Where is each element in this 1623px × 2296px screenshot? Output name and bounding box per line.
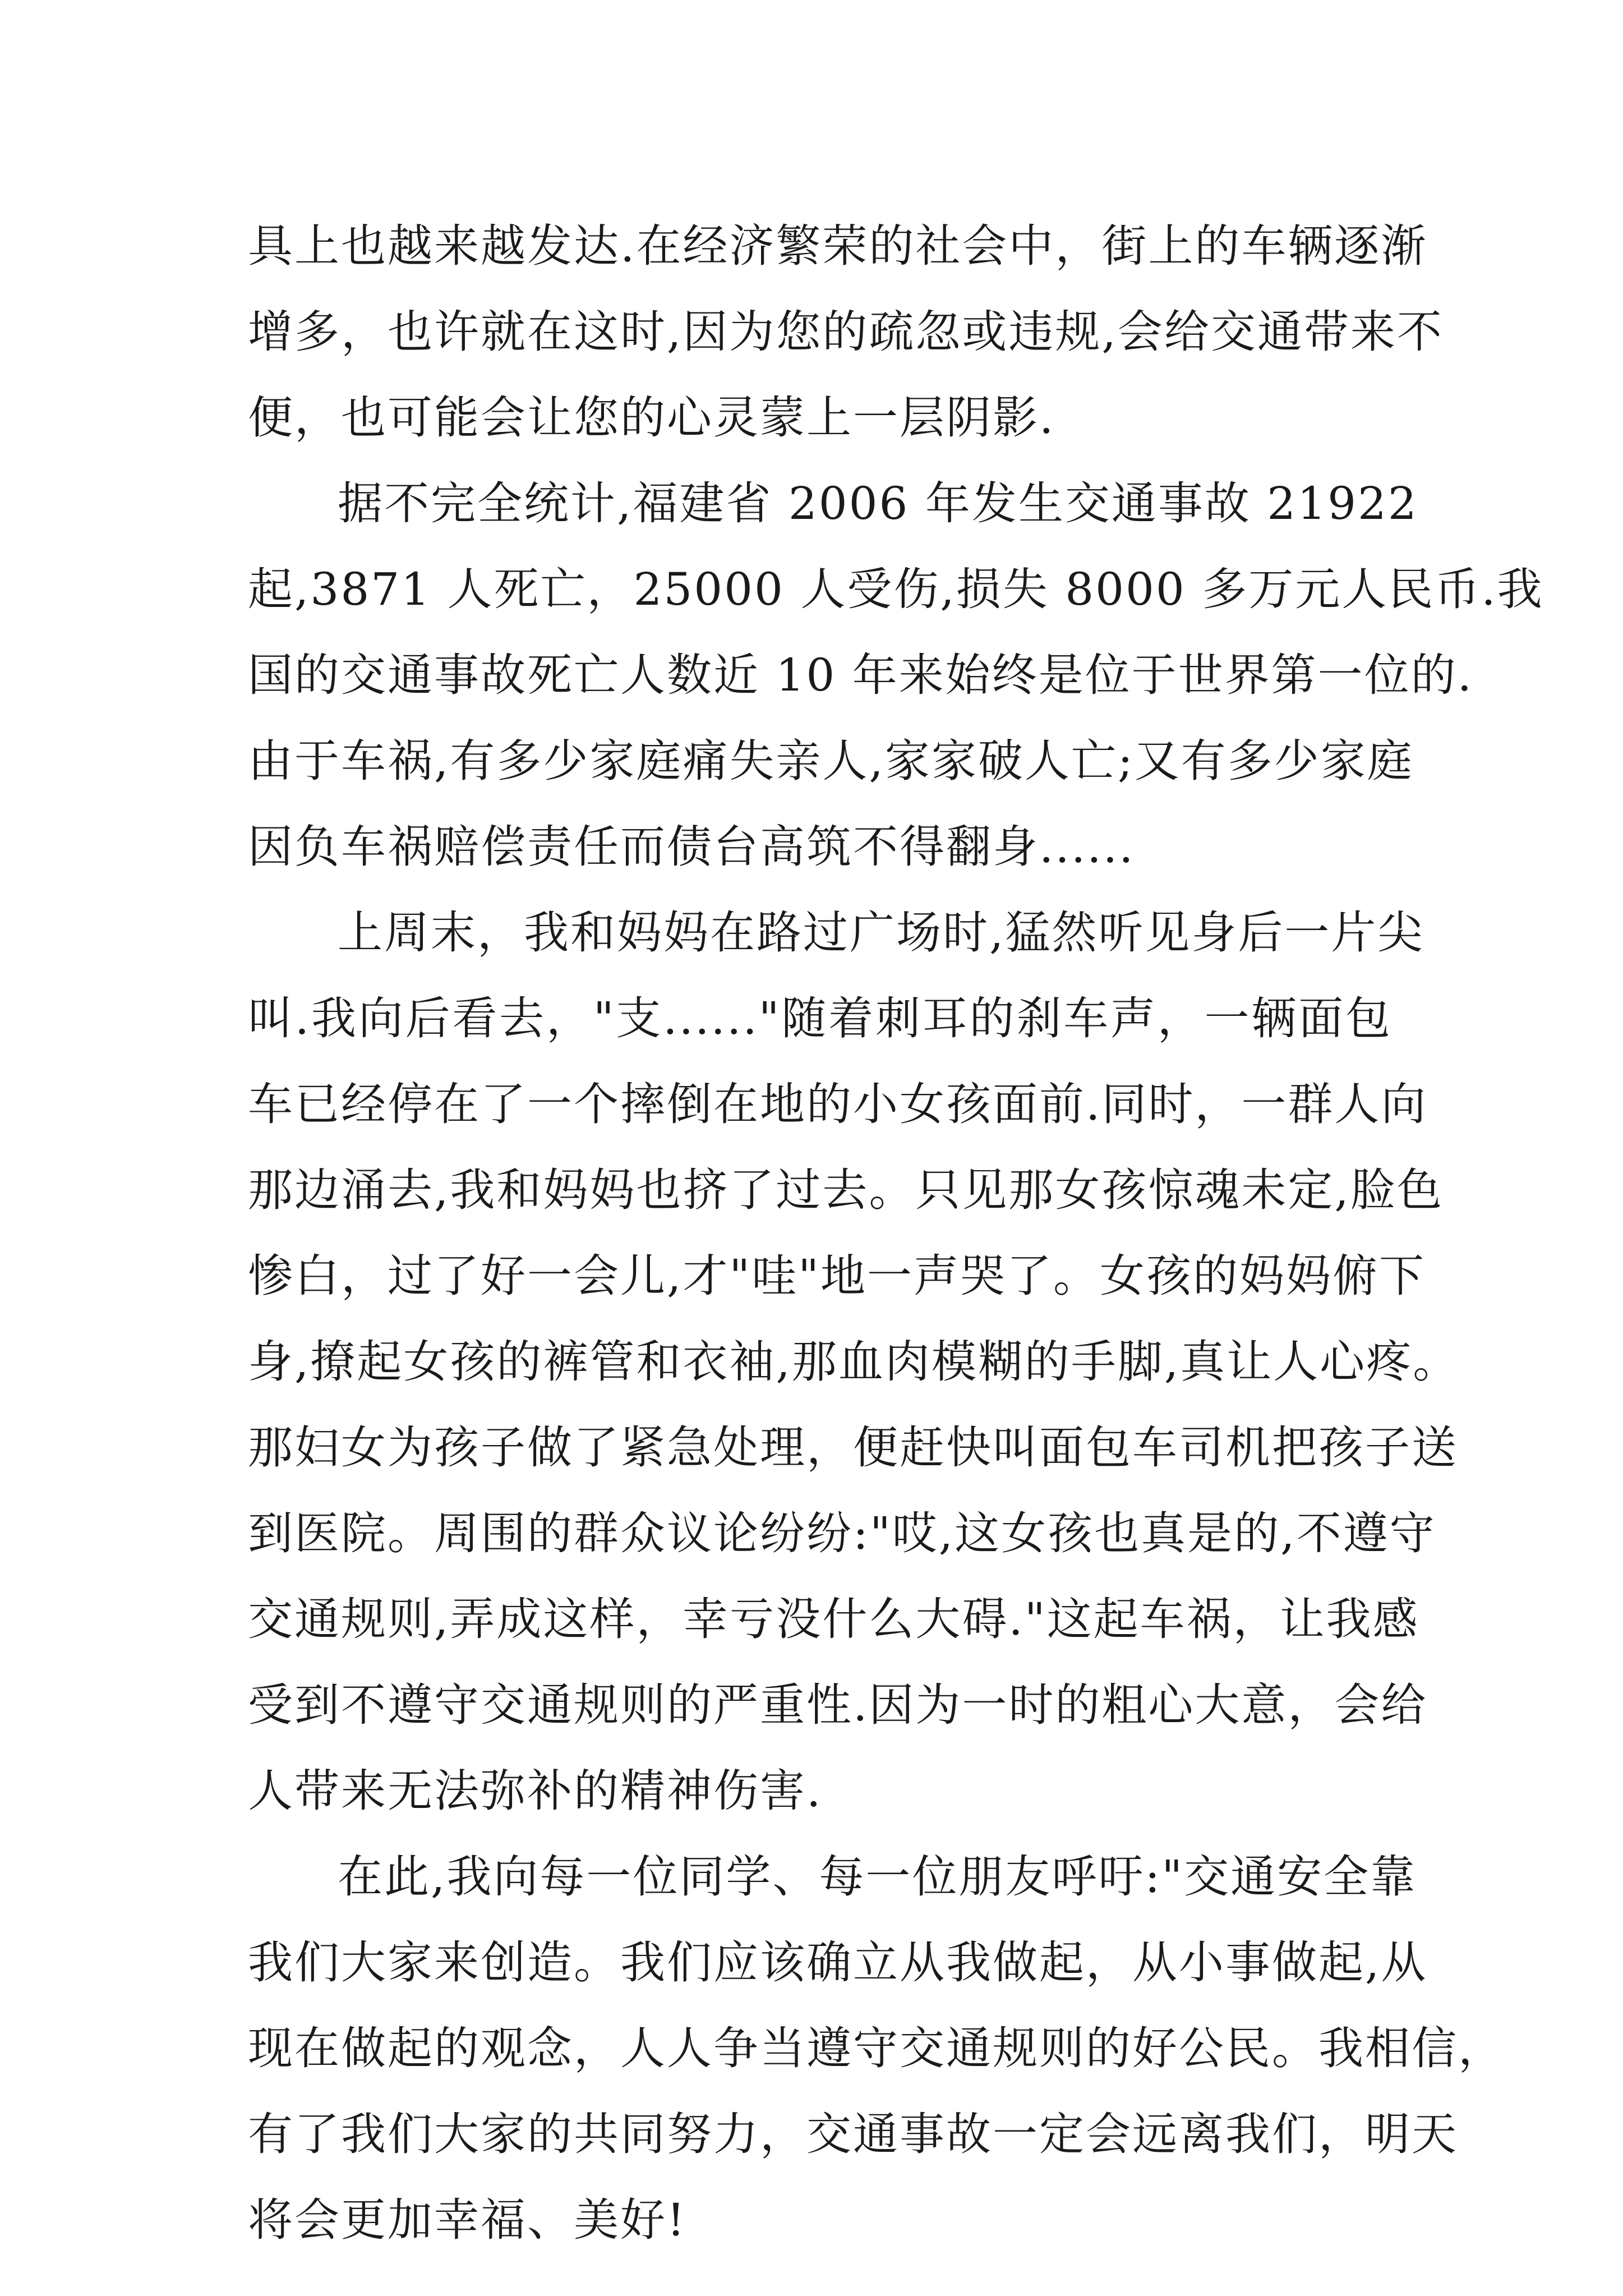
text-line: 国的交通事故死亡人数近 10 年来始终是位于世界第一位的. [248, 649, 1474, 701]
text-line: 起,3871 人死亡，25000 人受伤,损失 8000 多万元人民币.我 [248, 563, 1544, 615]
text-line: 受到不遵守交通规则的严重性.因为一时的粗心大意，会给 [248, 1679, 1428, 1731]
text-line: 那妇女为孩子做了紧急处理，便赶快叫面包车司机把孩子送 [248, 1421, 1458, 1474]
text-line: 具上也越来越发达.在经济繁荣的社会中，街上的车辆逐渐 [248, 220, 1428, 272]
text-line: 有了我们大家的共同努力，交通事故一定会远离我们，明天 [248, 2108, 1458, 2160]
text-line: 交通规则,弄成这样，幸亏没什么大碍."这起车祸，让我感 [248, 1593, 1419, 1645]
paragraph-4 [248, 1834, 1505, 2263]
text-line: 在此,我向每一位同学、每一位朋友呼吁:"交通安全靠 [338, 1851, 1417, 1903]
text-line: 惨白，过了好一会儿,才"哇"地一声哭了。女孩的妈妈俯下 [248, 1250, 1426, 1302]
paragraph-3 [248, 890, 1460, 1834]
text-line: 人带来无法弥补的精神伤害. [248, 1765, 823, 1817]
paragraph-1 [248, 203, 1444, 461]
text-line: 身,撩起女孩的裤管和衣袖,那血肉模糊的手脚,真让人心疼。 [248, 1336, 1460, 1388]
paragraph-2 [248, 461, 1544, 890]
text-line: 车已经停在了一个摔倒在地的小女孩面前.同时，一群人向 [248, 1078, 1428, 1130]
text-line: 到医院。周围的群众议论纷纷:"哎,这女孩也真是的,不遵守 [248, 1507, 1436, 1559]
document-body [248, 203, 1544, 2263]
text-line: 据不完全统计,福建省 2006 年发生交通事故 21922 [338, 477, 1418, 530]
text-line: 叫.我向后看去，"支......"随着刺耳的刹车声，一辆面包 [248, 992, 1392, 1045]
text-line: 因负车祸赔偿责任而债台高筑不得翻身...... [248, 821, 1135, 873]
text-line: 将会更加幸福、美好! [248, 2194, 687, 2246]
text-line: 那边涌去,我和妈妈也挤了过去。只见那女孩惊魂未定,脸色 [248, 1164, 1444, 1216]
text-line: 我们大家来创造。我们应该确立从我做起，从小事做起,从 [248, 1936, 1428, 1989]
text-line: 增多，也许就在这时,因为您的疏忽或违规,会给交通带来不 [248, 306, 1444, 358]
text-line: 由于车祸,有多少家庭痛失亲人,家家破人亡;又有多少家庭 [248, 735, 1414, 787]
text-line: 现在做起的观念，人人争当遵守交通规则的好公民。我相信， [248, 2022, 1505, 2074]
text-line: 便，也可能会让您的心灵蒙上一层阴影. [248, 392, 1055, 444]
text-line: 上周末，我和妈妈在路过广场时,猛然听见身后一片尖 [338, 907, 1424, 959]
